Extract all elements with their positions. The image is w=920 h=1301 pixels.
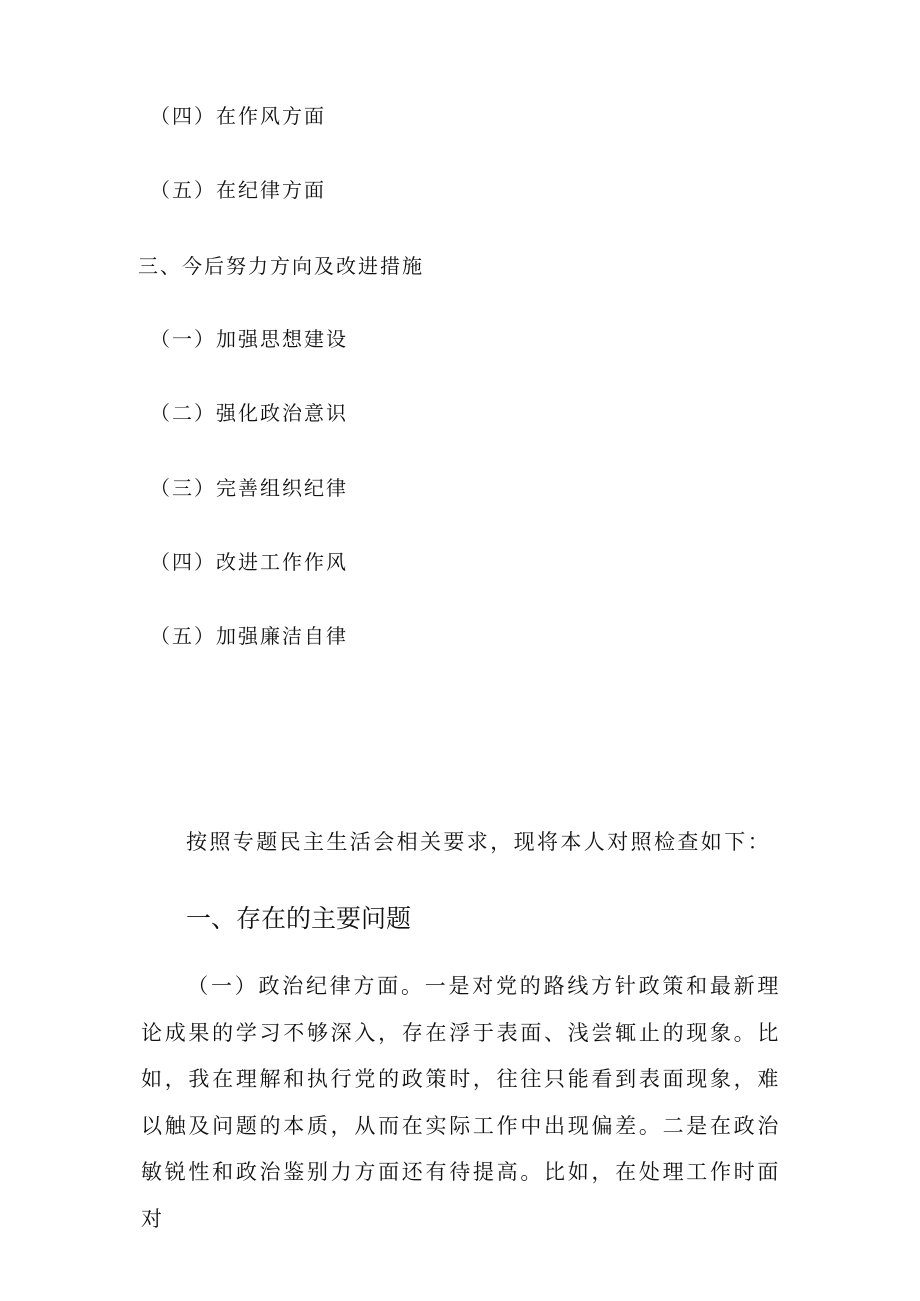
outline-item-style: （四）在作风方面 [150,104,326,128]
intro-paragraph: 按照专题民主生活会相关要求，现将本人对照检查如下： [186,830,771,854]
outline-item-discipline: （五）在纪律方面 [150,178,326,202]
body-paragraph-political-discipline: （一）政治纪律方面。一是对党的路线方针政策和最新理论成果的学习不够深入，存在浮于表面、浅尝辄止的现象。比如，我在理解和执行党的政策时，往往只能看到表面现象，难以触及问题的本质，从而在实际工作中出现偏差。二是在政治敏锐性和政治鉴别力方面还有待提高。比如，在处理工作时面对 [141,974,781,1231]
outline-subitem-workstyle: （四）改进工作作风 [150,550,348,574]
outline-subitem-political: （二）强化政治意识 [150,401,348,425]
section-heading-improvement: 三、今后努力方向及改进措施 [138,254,424,278]
outline-subitem-organization: （三）完善组织纪律 [150,476,348,500]
main-heading-problems: 一、存在的主要问题 [186,904,412,933]
outline-subitem-thought: （一）加强思想建设 [150,327,348,351]
outline-subitem-integrity: （五）加强廉洁自律 [150,624,348,648]
